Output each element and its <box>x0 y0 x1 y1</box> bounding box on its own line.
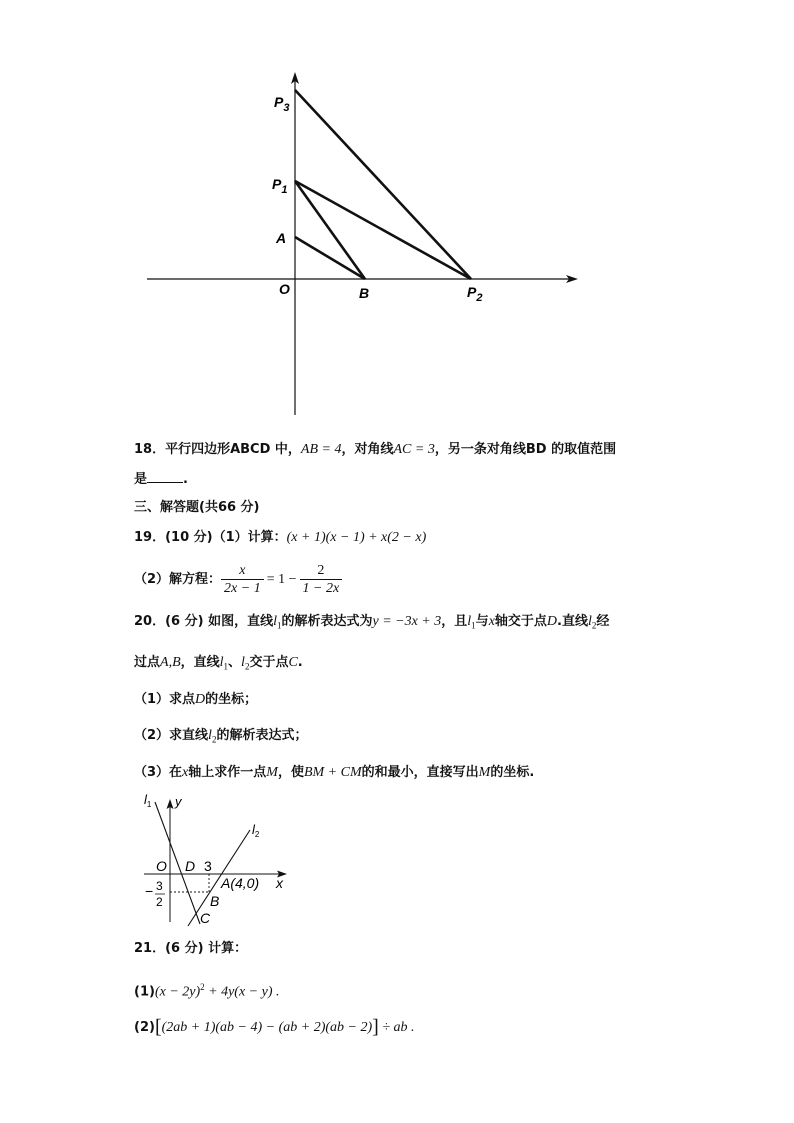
question-18-line-1: 18．平行四边形ABCD 中，AB = 4，对角线AC = 3，另一条对角线BD 的取值范围 <box>134 442 617 457</box>
fig2-label-a: A(4,0) <box>221 875 260 891</box>
figure-1-diagram <box>0 0 794 430</box>
fig2-label-frac-num: 3 <box>156 879 163 893</box>
fig2-label-d: D <box>185 858 196 874</box>
question-21-heading: 21．(6 分) 计算： <box>134 941 248 956</box>
segment-p3-p2 <box>295 90 471 279</box>
question-21-part-1: $(1)(x - 2y)^2 + 4y(x - y)$ . <box>134 982 280 1000</box>
fig2-label-l2: $l_2$ <box>252 822 260 839</box>
fig2-label-b: B <box>210 893 220 909</box>
section-3-heading: 三、解答题(共66 分) <box>134 500 260 515</box>
label-o: O <box>279 281 290 297</box>
segment-a-b <box>295 237 365 279</box>
fig2-label-c: C <box>200 910 211 926</box>
fraction-2: $\frac{2}{1 - 2x}$ <box>300 563 343 597</box>
fig2-label-3: 3 <box>204 858 212 874</box>
question-20-part-1: （1）求点D的坐标； <box>134 692 258 707</box>
question-21-part-2: (2)[(2ab + 1)(ab − 4) − (ab + 2)(ab − 2)] ÷ ab . <box>134 1016 415 1038</box>
fig2-label-l1: $l_1$ <box>144 792 152 809</box>
question-20-part-3: （3）在x轴上求作一点M，使BM + CM的和最小，直接写出M的坐标. <box>134 765 535 780</box>
fig2-label-y: y <box>175 794 182 809</box>
label-b: B <box>359 285 370 301</box>
answer-blank[interactable] <box>147 470 183 483</box>
question-18-line-2: 是 . <box>134 472 188 487</box>
label-p2: $P_2$ <box>467 284 483 304</box>
fig2-label-x: x <box>276 875 283 891</box>
segment-p1-b <box>295 181 365 279</box>
segment-p1-p2 <box>295 181 471 279</box>
question-20-line-1: 20．(6 分) 如图，直线$l_1$的解析表达式为y = −3x + 3，且$l_1$与x轴交于点D.直线$l_2$经 <box>134 614 610 631</box>
fig2-label-o: O <box>156 858 167 874</box>
question-20-line-2: 过点A,B，直线$l_1$、$l_2$交于点C. <box>134 655 303 672</box>
label-a: A <box>276 230 287 246</box>
label-p3: $P_3$ <box>274 94 290 114</box>
fraction-1: $\frac{x}{2x - 1}$ <box>221 563 264 597</box>
label-p1: $P_1$ <box>272 176 288 196</box>
question-19-part-2: （2）解方程： $\frac{x}{2x - 1}$ = 1 − $\frac{2}{1 - 2x}$ <box>134 560 342 600</box>
figure-2-diagram <box>130 790 300 930</box>
fig2-label-frac-den: 2 <box>156 895 163 909</box>
question-20-part-2: （2）求直线$l_2$的解析表达式； <box>134 728 308 745</box>
fig2-label-minus: − <box>145 883 154 899</box>
question-19-part-1: 19．(10 分)（1）计算：(x + 1)(x − 1) + x(2 − x) <box>134 530 427 545</box>
